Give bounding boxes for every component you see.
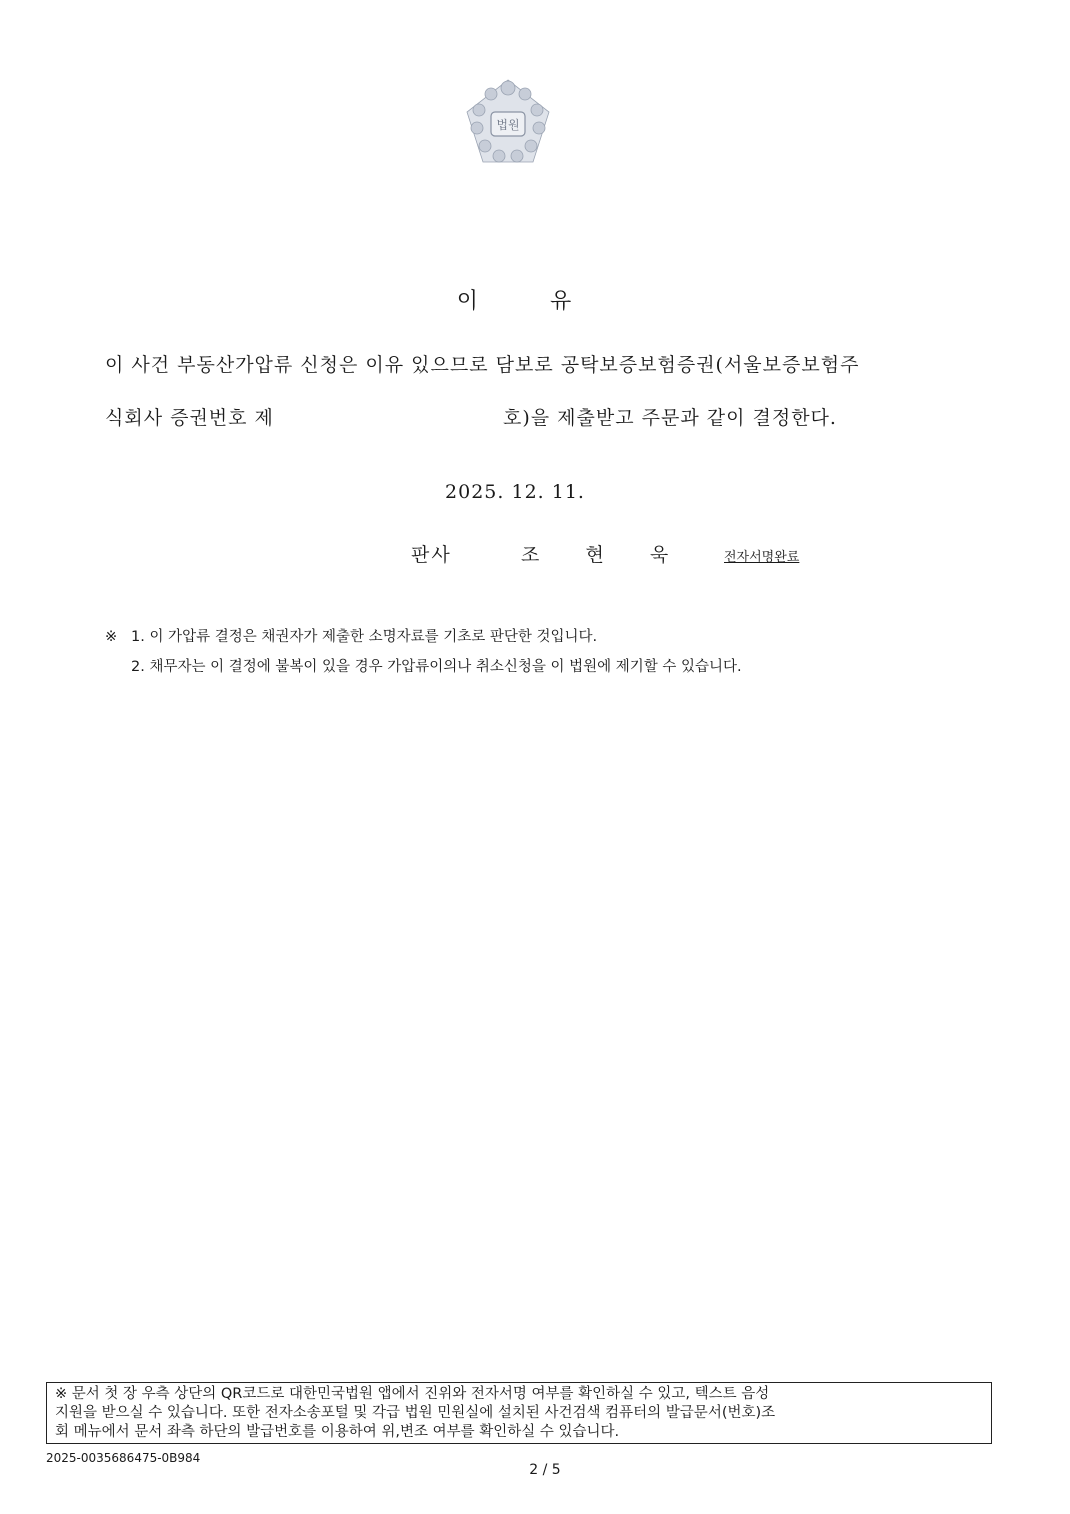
section-heading [0,284,1030,315]
reason-line-2-start: 식회사 증권번호 제 [105,407,274,429]
heading-right: 유 [550,289,574,314]
decision-date: 2025. 12. 11. [445,481,585,503]
reason-line-1: 이 사건 부동산가압류 신청은 이유 있으므로 담보로 공탁보증보험증권(서울보증보험주 [105,354,860,376]
notice-line-3: 회 메뉴에서 문서 좌측 하단의 발급번호를 이용하여 위,변조 여부를 확인하실 수 있습니다. [55,1424,620,1440]
emblem-text: 법원 [496,118,520,132]
electronic-signature-mark: 전자서명완료 [724,550,800,565]
verification-notice-box [46,1382,992,1444]
notice-line-2: 지원을 받으실 수 있습니다. 또한 전자소송포털 및 각급 법원 민원실에 설치된 사건검색 컴퓨터의 발급문서(번호)조 [55,1405,776,1421]
issue-number: 2025-0035686475-0B984 [46,1451,201,1465]
judge-signature-row [411,540,721,567]
notice-line-1: ※ 문서 첫 장 우측 상단의 QR코드로 대한민국법원 앱에서 진위와 전자서명 여부를 확인하실 수 있고, 텍스트 음성 [55,1386,770,1402]
judge-name: 조 현 욱 [521,544,689,566]
heading-left: 이 [456,289,480,314]
judge-title: 판사 [411,544,452,566]
note-text-2: 2. 채무자는 이 결정에 불복이 있을 경우 가압류이의나 취소신청을 이 법원에 제기할 수 있습니다. [131,659,742,675]
note-text-1: 1. 이 가압류 결정은 채권자가 제출한 소명자료를 기초로 판단한 것입니다. [131,629,598,645]
reason-line-2 [105,403,837,430]
page-number: 2 / 5 [529,1462,561,1478]
notes-section [105,625,742,685]
reason-line-2-end: 호)을 제출받고 주문과 같이 결정한다. [503,407,837,429]
note-item [105,625,742,646]
note-item [105,655,742,676]
court-emblem [463,76,553,176]
note-mark: ※ [105,629,118,645]
